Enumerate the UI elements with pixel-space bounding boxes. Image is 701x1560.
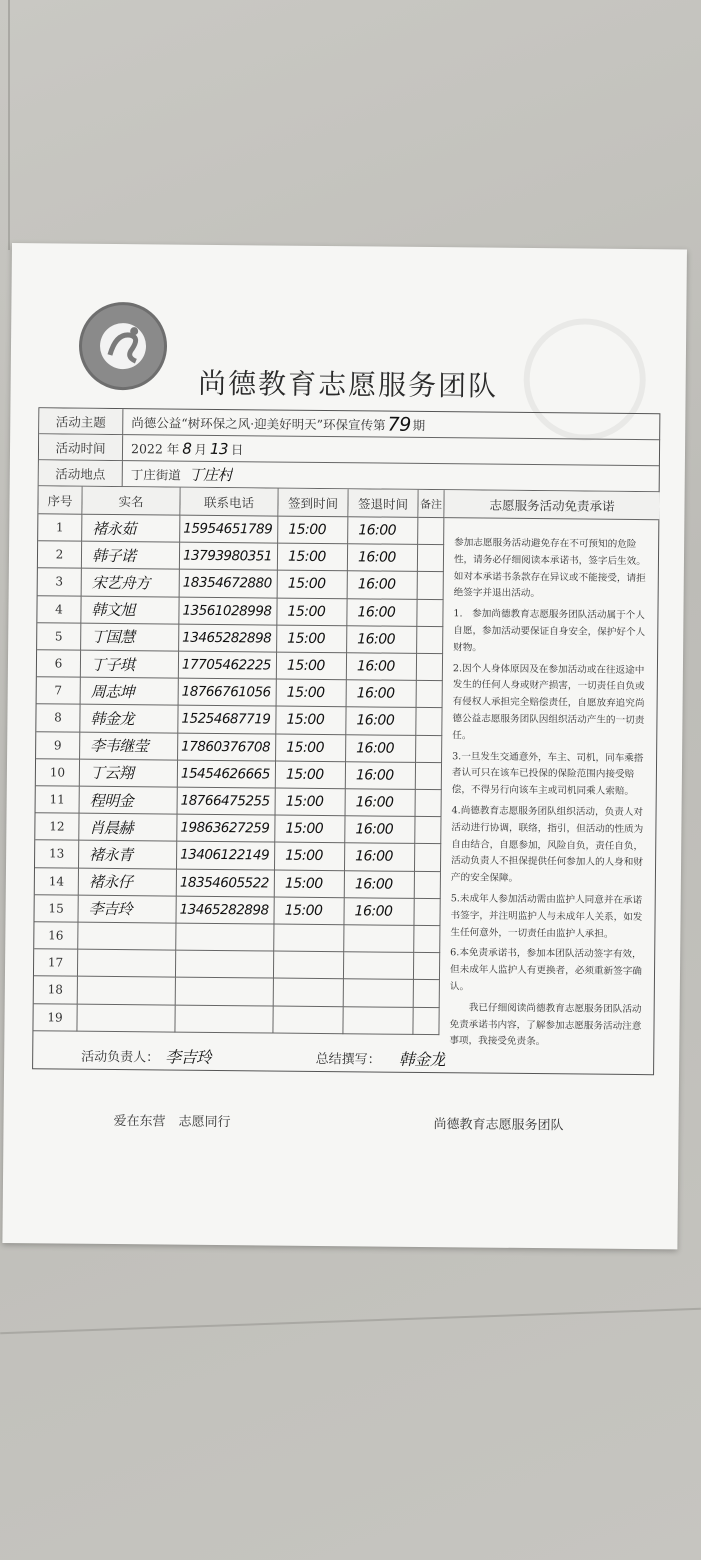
time-year: 2022 年 [130,440,180,457]
time-label: 活动时间 [39,434,123,461]
row-phone [176,924,274,952]
row-notes [415,817,441,844]
row-checkout: 16:00 [348,572,418,600]
row-notes [414,899,440,926]
row-number: 1 [38,514,82,542]
row-checkout: 16:00 [347,653,417,681]
row-checkin: 15:00 [275,843,345,871]
row-checkout [344,925,414,953]
col-header-phone: 联系电话 [180,488,278,517]
row-checkout: 16:00 [348,544,418,572]
row-notes [417,654,443,681]
row-checkout: 16:00 [344,898,414,926]
row-phone: 13465282898 [179,624,277,652]
row-checkin: 15:00 [277,653,347,681]
col-header-notes: 备注 [418,490,444,518]
row-number: 12 [35,813,79,841]
row-notes [416,735,442,762]
issue-suffix: 期 [412,417,426,433]
row-number: 5 [37,623,81,651]
row-name: 丁云翔 [80,759,178,787]
row-name: 韩子诺 [82,542,180,570]
time-month: 8 [182,439,192,458]
row-name: 程明金 [80,787,178,815]
row-phone: 19863627259 [177,815,275,843]
row-notes [418,518,444,545]
row-number: 15 [34,895,78,923]
row-name: 肖晨赫 [79,814,177,842]
row-name: 李吉玲 [78,895,176,923]
row-notes [414,980,440,1007]
row-number: 8 [36,705,80,733]
row-name: 韩文旭 [81,596,179,624]
col-header-no: 序号 [38,486,82,514]
col-header-checkout: 签退时间 [348,489,418,518]
row-notes [418,572,444,599]
row-notes [417,681,443,708]
row-checkin: 15:00 [276,789,346,817]
row-phone: 13561028998 [179,597,277,625]
row-checkin: 15:00 [277,680,347,708]
row-notes [415,871,441,898]
disclaimer-item-5: 5.未成年人参加活动需由监护人同意并在承诺书签字，并注明监护人与未成年人关系，如发生任何意外，一切责任由监护人承担。 [450,893,643,940]
row-number: 18 [34,977,78,1005]
row-phone: 18766475255 [178,788,276,816]
disclaimer-header: 志愿服务活动免责承诺 [444,490,659,520]
row-checkin: 15:00 [277,625,347,653]
place-label: 活动地点 [39,460,123,487]
row-name [78,950,176,978]
row-checkin: 15:00 [275,816,345,844]
registration-table [32,407,660,1075]
row-name: 周志坤 [81,678,179,706]
row-number: 2 [38,541,82,569]
row-checkin: 15:00 [278,517,348,545]
row-checkout: 16:00 [345,816,415,844]
row-checkin: 15:00 [278,571,348,599]
row-notes [416,763,442,790]
time-day-suffix: 日 [230,441,244,457]
row-checkin [273,1006,343,1034]
row-checkout [344,980,414,1008]
floor-tile-seam [0,1308,701,1334]
row-name [77,1004,175,1032]
row-notes [418,545,444,572]
disclaimer-item-6: 6.本免责承诺书，参加本团队活动签字有效，但未成年人监护人有更换者，必须重新签字确认。 [449,947,642,993]
row-phone [175,1005,273,1033]
disclaimer-item-3: 3.一旦发生交通意外，车主、司机，同车乘搭者认可只在该车已投保的保险范围内接受赔偿，不得另行向该车主或司机同乘人索赔。 [451,750,644,798]
row-checkin: 15:00 [274,897,344,925]
row-phone: 13793980351 [180,543,278,571]
row-checkin [274,979,344,1007]
row-name: 褚永青 [79,841,177,869]
row-name: 李韦继莹 [80,732,178,760]
place-printed: 丁庄街道 [130,466,181,483]
row-notes [414,953,440,980]
row-notes [413,1007,439,1034]
row-name: 褚永仔 [79,868,177,896]
sign-in-sheet [2,243,687,1249]
row-phone: 15954651789 [180,516,278,544]
row-name [78,923,176,951]
row-number: 11 [36,786,80,814]
time-day: 13 [209,439,229,458]
row-checkout: 16:00 [348,517,418,545]
row-checkout [344,952,414,980]
row-number: 10 [36,759,80,787]
row-number: 17 [34,949,78,977]
col-header-name: 实名 [82,487,180,516]
row-checkout: 16:00 [347,626,417,654]
row-phone [176,951,274,979]
row-phone [176,978,274,1006]
row-notes [417,627,443,654]
row-checkin: 15:00 [276,707,346,735]
row-checkin [274,952,344,980]
page-title: 尚德教育志愿服务团队 [197,366,499,403]
row-checkout: 16:00 [347,599,417,627]
row-checkin: 15:00 [278,544,348,572]
signature-row [33,1041,653,1074]
topic-text: 尚德公益“树环保之风·迎美好明天”环保宣传第 [131,414,386,433]
row-checkin: 15:00 [277,598,347,626]
row-checkout: 16:00 [346,708,416,736]
row-phone: 15254687719 [178,706,276,734]
row-number: 16 [34,922,78,950]
row-checkout: 16:00 [345,871,415,899]
row-name: 褚永茹 [82,515,180,543]
disclaimer-text [440,535,660,1048]
place-written: 丁庄村 [188,465,233,485]
disclaimer-item-4: 4.尚德教育志愿服务团队组织活动，负责人对活动进行协调，联络，指引，但活动的性质为自由结合，自愿参加，风险自负，责任自负，活动负责人不担保提供任何参加人的人身和财产的安全保障。 [450,805,644,885]
row-notes [416,790,442,817]
row-number: 13 [35,841,79,869]
topic-label: 活动主题 [39,408,123,435]
row-notes [415,844,441,871]
row-checkin [274,925,344,953]
row-phone: 18354672880 [180,570,278,598]
leader-signature: 李吉玲 [165,1047,212,1067]
row-number: 7 [37,677,81,705]
writer-signature: 韩金龙 [398,1049,446,1070]
row-name: 宋艺舟方 [82,569,180,597]
disclaimer-intro: 参加志愿服务活动避免存在不可预知的危险性，请务必仔细阅读本承诺书，签字后生效。如对本承诺书条款存在异议或不能接受，请拒绝签字并退出活动。 [453,537,646,600]
row-notes [417,600,443,627]
row-number: 4 [37,596,81,624]
row-checkout: 16:00 [346,762,416,790]
row-name: 韩金龙 [80,705,178,733]
row-phone: 17705462225 [179,652,277,680]
row-name [78,977,176,1005]
disclaimer-item-2: 2.因个人身体原因及在参加活动或在往返途中发生的任何人身或财产损害，一切责任自负或有侵权人承担完全赔偿责任，自愿放弃追究尚德公益志愿服务团队因组织活动产生的一切责任。 [452,662,645,742]
row-phone: 17860376708 [178,733,276,761]
row-phone: 15454626665 [178,760,276,788]
row-checkin: 15:00 [276,734,346,762]
row-notes [416,708,442,735]
writer-label: 总结撰写： [315,1051,381,1068]
row-checkout: 16:00 [345,844,415,872]
col-header-checkin: 签到时间 [278,489,348,518]
row-checkout: 16:00 [346,789,416,817]
row-number: 14 [35,868,79,896]
row-name: 丁国慧 [81,623,179,651]
leader-label: 活动负责人： [81,1049,160,1066]
row-number: 3 [38,569,82,597]
row-number: 6 [37,650,81,678]
row-checkout: 16:00 [347,680,417,708]
row-phone: 13465282898 [176,896,274,924]
row-phone: 13406122149 [177,842,275,870]
row-number: 9 [36,732,80,760]
row-notes [414,926,440,953]
time-month-suffix: 月 [194,441,207,457]
row-checkout: 16:00 [346,735,416,763]
issue-number: 79 [387,413,411,436]
row-phone: 18766761056 [179,679,277,707]
footer-team-name: 尚德教育志愿服务团队 [433,1117,564,1134]
floor-tile-seam [8,0,10,250]
footer-slogan: 爱在东营 志愿同行 [113,1114,231,1131]
row-phone: 18354605522 [177,869,275,897]
row-checkin: 15:00 [276,761,346,789]
disclaimer-item-1: 1. 参加尚德教育志愿服务团队活动属于个人自愿，参加活动要保证自身安全，保护好个人财物。 [453,608,646,654]
disclaimer-closing: 我已仔细阅读尚德教育志愿服务团队活动免责承诺书内容，了解参加志愿服务活动注意事项，我接受免责条。 [449,1002,642,1048]
row-number: 19 [33,1004,77,1032]
row-checkout [343,1007,413,1035]
row-name: 丁子琪 [81,651,179,679]
row-checkin: 15:00 [275,870,345,898]
